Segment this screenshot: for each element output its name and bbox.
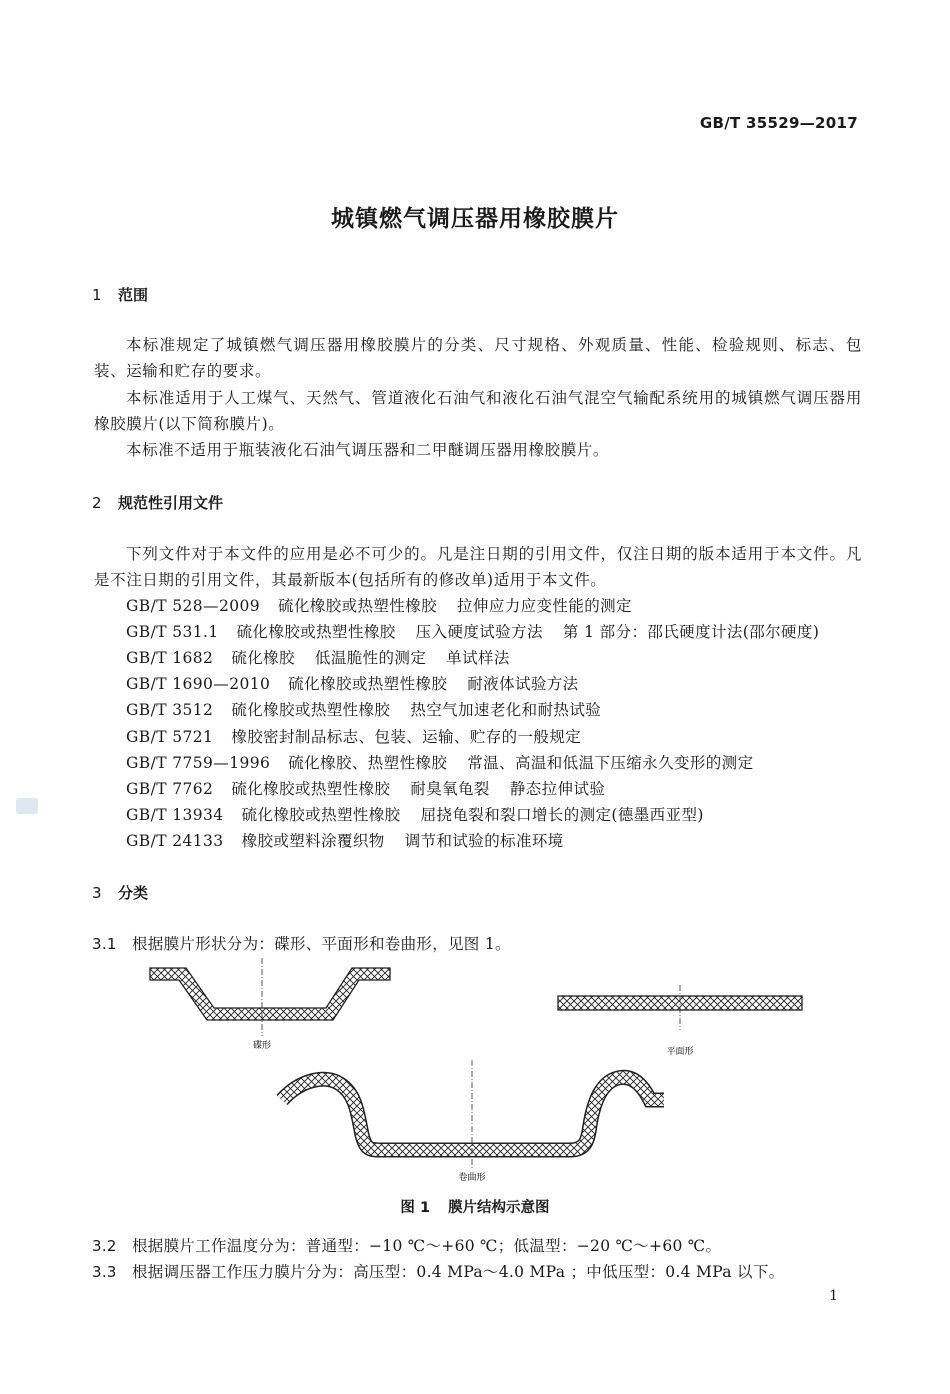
clause-3-3-number: 3.3: [92, 1263, 117, 1281]
reference-title-part: 硫化橡胶或热塑性橡胶: [236, 623, 396, 642]
reference-title-part: 硫化橡胶或热塑性橡胶: [241, 805, 401, 824]
section-2-paragraph-1: 下列文件对于本文件的应用是必不可少的。凡是注日期的引用文件，仅注日期的版本适用于本文件。凡是不注日期的引用文件，其最新版本(包括所有的修改单)适用于本文件。: [94, 545, 862, 589]
reference-code: GB/T 13934: [126, 805, 224, 824]
standard-number: GB/T 35529—2017: [699, 114, 858, 132]
reference-code: GB/T 531.1: [126, 623, 219, 642]
section-1-title: 范围: [118, 286, 149, 304]
reference-title-part: 硫化橡胶或热塑性橡胶: [288, 675, 448, 694]
reference-title-part: 低温脆性的测定: [314, 649, 427, 668]
reference-code: GB/T 1690—2010: [126, 675, 271, 694]
reference-title-part: 压入硬度试验方法: [415, 623, 543, 642]
clause-3-1-number: 3.1: [92, 935, 117, 953]
flat-label: 平面形: [666, 1047, 694, 1057]
clause-3-2-number: 3.2: [92, 1237, 117, 1255]
reference-title-part: 橡胶或塑料涂覆织物: [241, 831, 385, 850]
rolled-membrane-shape: [282, 1060, 664, 1168]
reference-code: GB/T 528—2009: [126, 597, 260, 615]
reference-code: GB/T 5721: [126, 727, 214, 746]
reference-title-part: 硫化橡胶或热塑性橡胶: [231, 701, 391, 720]
flat-membrane-shape: [558, 985, 802, 1030]
reference-code: GB/T 3512: [126, 701, 214, 720]
section-3-title: 分类: [118, 884, 149, 902]
reference-code: GB/T 7759—1996: [126, 753, 271, 772]
reference-title-part: 屈挠龟裂和裂口增长的测定(德墨西亚型): [420, 805, 704, 824]
clause-3-3-text: 根据调压器工作压力膜片分为：高压型：0.4 MPa～4.0 MPa ；中低压型：0.4 MPa 以下。: [132, 1263, 785, 1281]
rolled-label: 卷曲形: [458, 1173, 486, 1183]
section-1-paragraph-1: 本标准规定了城镇燃气调压器用橡胶膜片的分类、尺寸规格、外观质量、性能、检验规则、标志、包装、运输和贮存的要求。: [94, 336, 862, 380]
section-2-title: 规范性引用文件: [118, 494, 224, 512]
reference-title-part: 静态拉伸试验: [509, 779, 606, 798]
section-3-number: 3: [92, 884, 102, 902]
section-1-paragraph-3: 本标准不适用于瓶装液化石油气调压器和二甲醚调压器用橡胶膜片。: [126, 441, 610, 459]
reference-title-part: 单试样法: [446, 649, 510, 668]
section-1-paragraph-2: 本标准适用于人工煤气、天然气、管道液化石油气和液化石油气混空气输配系统用的城镇燃气调压器用橡胶膜片(以下简称膜片)。: [94, 389, 862, 433]
reference-code: GB/T 1682: [126, 649, 214, 668]
figure-caption-text: 膜片结构示意图: [448, 1200, 550, 1216]
reference-code: GB/T 24133: [126, 831, 224, 850]
section-1-number: 1: [92, 286, 102, 304]
figure-1-caption: [0, 1196, 950, 1217]
reference-title-part: 耐液体试验方法: [467, 675, 579, 694]
clause-3-2: [92, 1234, 721, 1256]
reference-title-part: 橡胶密封制品标志、包装、运输、贮存的一般规定: [231, 727, 582, 746]
dish-label: 碟形: [252, 1041, 272, 1051]
reference-title-part: 常温、高温和低温下压缩永久变形的测定: [467, 753, 754, 772]
page-number: 1: [829, 1288, 838, 1304]
reference-title-part: 拉伸应力应变性能的测定: [457, 597, 632, 615]
section-2-number: 2: [92, 494, 102, 512]
figure-caption-number: 图 1: [400, 1200, 431, 1216]
reference-title-part: 硫化橡胶: [231, 649, 295, 668]
side-tab-marker: [16, 798, 38, 814]
clause-3-2-text: 根据膜片工作温度分为：普通型：−10 ℃～+60 ℃；低温型：−20 ℃～+60 ℃。: [132, 1237, 722, 1255]
reference-title-part: 硫化橡胶、热塑性橡胶: [288, 753, 448, 772]
dish-membrane-shape: [150, 958, 390, 1036]
reference-title-part: 硫化橡胶或热塑性橡胶: [278, 597, 438, 615]
reference-title-part: 耐臭氧龟裂: [410, 779, 490, 798]
clause-3-3: [92, 1260, 784, 1282]
reference-title-part: 硫化橡胶或热塑性橡胶: [231, 779, 391, 798]
document-title: 城镇燃气调压器用橡胶膜片: [331, 206, 619, 232]
reference-title-part: 第 1 部分：邵氏硬度计法(邵尔硬度): [562, 623, 820, 642]
reference-title-part: 调节和试验的标准环境: [404, 831, 564, 850]
clause-3-1-text: 根据膜片形状分为：碟形、平面形和卷曲形，见图 1。: [132, 935, 511, 953]
reference-title-part: 热空气加速老化和耐热试验: [410, 701, 602, 720]
reference-code: GB/T 7762: [126, 779, 214, 798]
